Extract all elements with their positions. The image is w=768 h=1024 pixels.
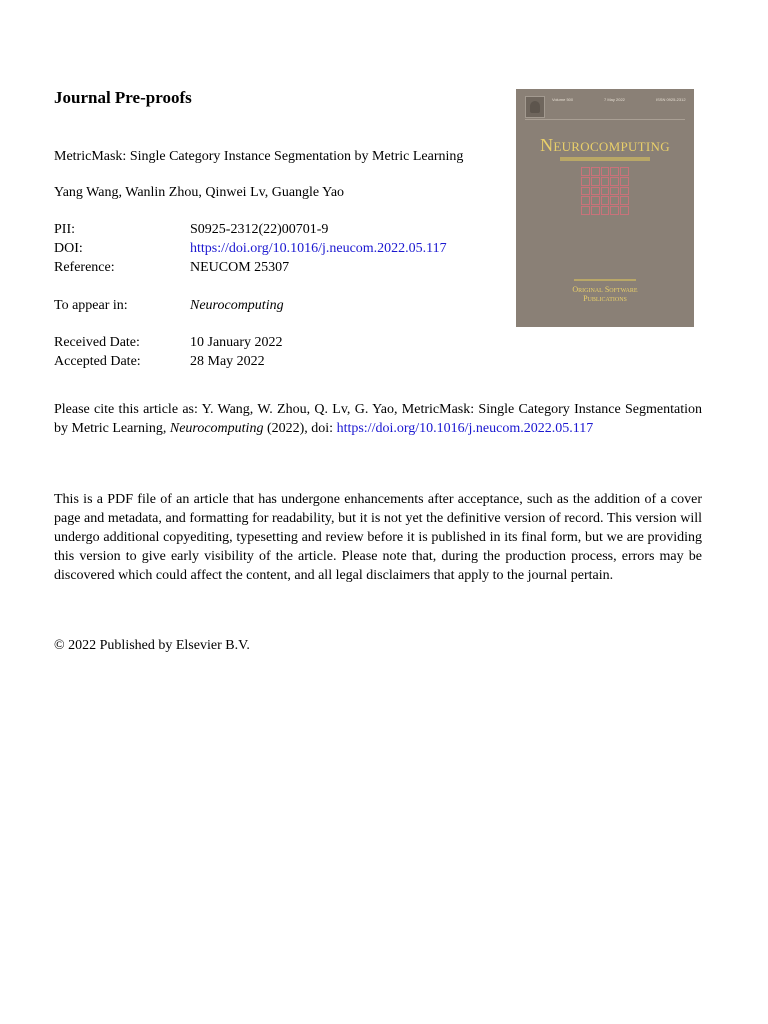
- pii-label: PII:: [54, 222, 75, 237]
- cover-divider: [525, 119, 685, 120]
- cover-issn: ISSN 0925-2312: [656, 97, 686, 102]
- accepted-label: Accepted Date:: [54, 354, 141, 369]
- citation-doi-link[interactable]: https://doi.org/10.1016/j.neucom.2022.05.117: [336, 421, 594, 436]
- appear-in-journal: Neurocomputing: [190, 298, 284, 313]
- article-authors: Yang Wang, Wanlin Zhou, Qinwei Lv, Guangle Yao: [54, 185, 345, 200]
- citation-prefix: Please cite this article as: Y. Wang, W. Zhou, Q. Lv, G. Yao, MetricMask: Single Category Instance Segmentation by Metric Learning,: [54, 402, 702, 436]
- appear-in-label: To appear in:: [54, 298, 128, 313]
- cover-grid-graphic: [581, 167, 629, 215]
- cover-section-line2: Publications: [583, 294, 627, 303]
- cover-date: 7 May 2022: [604, 97, 625, 102]
- doi-link[interactable]: https://doi.org/10.1016/j.neucom.2022.05.117: [190, 241, 447, 256]
- cover-section-line1: Original Software: [572, 285, 638, 294]
- received-label: Received Date:: [54, 335, 140, 350]
- elsevier-logo-icon: [525, 96, 545, 118]
- cover-journal-name: Neurocomputing: [540, 135, 670, 155]
- reference-label: Reference:: [54, 260, 115, 275]
- citation-middle: (2022), doi:: [263, 421, 337, 436]
- cover-tagline-bar: [560, 157, 650, 161]
- cover-section-title: [516, 285, 694, 303]
- citation-journal: Neurocomputing: [169, 421, 264, 436]
- journal-cover-image: [516, 89, 694, 327]
- journal-preproofs-heading: Journal Pre-proofs: [54, 88, 192, 107]
- pii-value: S0925-2312(22)00701-9: [190, 222, 329, 237]
- citation-paragraph: [54, 400, 702, 438]
- doi-label: DOI:: [54, 241, 83, 256]
- preproof-notice: This is a PDF file of an article that has undergone enhancements after acceptance, such as the addition of a cover page and metadata, and formatting for readability, but it is not yet the definitive version of record. This version will undergo additional copyediting, typesetting and review before it is published in its final form, but we are providing this version to give early visibility of the article. Please note that, during the production process, errors may be discovered which could affect the content, and all legal disclaimers that apply to the journal pertain.: [54, 492, 702, 583]
- cover-section-bar: [574, 279, 636, 281]
- copyright-line: © 2022 Published by Elsevier B.V.: [54, 638, 250, 653]
- received-date: 10 January 2022: [190, 335, 283, 350]
- article-title: MetricMask: Single Category Instance Segmentation by Metric Learning: [54, 149, 464, 164]
- accepted-date: 28 May 2022: [190, 354, 265, 369]
- reference-value: NEUCOM 25307: [190, 260, 290, 275]
- cover-volume: Volume 500: [552, 97, 574, 102]
